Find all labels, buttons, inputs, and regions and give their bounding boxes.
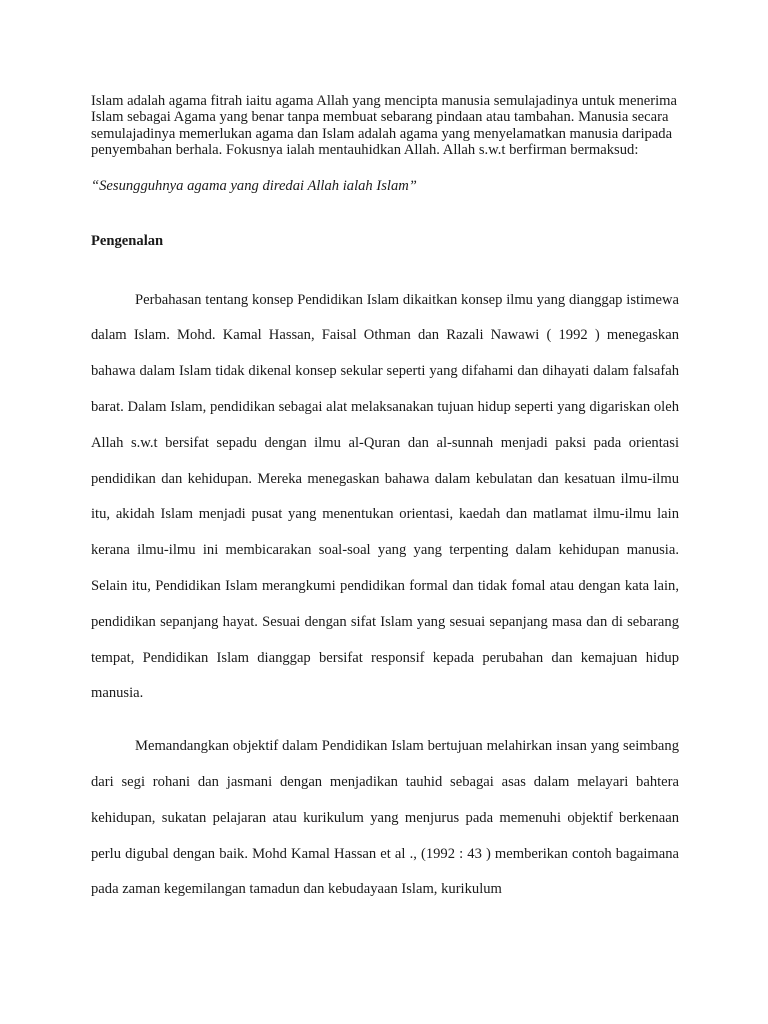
intro-paragraph: Islam adalah agama fitrah iaitu agama Allah yang mencipta manusia semulajadinya untuk menerima Islam sebagai Agama yang benar tanpa membuat sebarang pindaan atau tambahan. Manusia secara semulajadinya memerlukan agama dan Islam adalah agama yang menyelamatkan manusia daripada penyembahan berhala. Fokusnya ialah mentauhidkan Allah. Allah s.w.t berfirman bermaksud: [91, 93, 677, 159]
document-page [91, 93, 679, 908]
section-heading: Pengenalan [91, 232, 164, 249]
body-paragraph-2: Memandangkan objektif dalam Pendidikan Islam bertujuan melahirkan insan yang seimbang dari segi rohani dan jasmani dengan menjadikan tauhid sebagai asas dalam melayari bahtera kehidupan, sukatan pelajaran atau kurikulum yang menjurus pada memenuhi objektif berkenaan perlu digubal dengan baik. Mohd Kamal Hassan et al ., (1992 : 43 ) memberikan contoh bagaimana pada zaman kegemilangan tamadun dan kebudayaan Islam, kurikulum [91, 738, 679, 898]
body-paragraph-1: Perbahasan tentang konsep Pendidikan Islam dikaitkan konsep ilmu yang dianggap istimewa dalam Islam. Mohd. Kamal Hassan, Faisal Othman dan Razali Nawawi ( 1992 ) menegaskan bahawa dalam Islam tidak dikenal konsep sekular seperti yang difahami dan dihayati dalam falsafah barat. Dalam Islam, pendidikan sebagai alat melaksanakan tujuan hidup seperti yang digariskan oleh Allah s.w.t bersifat sepadu dengan ilmu al-Quran dan al-sunnah menjadi paksi pada orientasi pendidikan dan kehidupan. Mereka menegaskan bahawa dalam kebulatan dan kesatuan ilmu-ilmu itu, akidah Islam menjadi pusat yang menentukan orientasi, kaedah dan matlamat ilmu-ilmu lain kerana ilmu-ilmu ini membicarakan soal-soal yang yang terpenting dalam kehidupan manusia. Selain itu, Pendidikan Islam merangkumi pendidikan formal dan tidak fomal atau dengan kata lain, pendidikan sepanjang hayat. Sesuai dengan sifat Islam yang sesuai sepanjang masa dan di sebarang tempat, Pendidikan Islam dianggap bersifat responsif kepada perubahan dan kemajuan hidup manusia. [91, 291, 679, 702]
quote-text: “Sesungguhnya agama yang diredai Allah ialah Islam” [91, 177, 417, 194]
